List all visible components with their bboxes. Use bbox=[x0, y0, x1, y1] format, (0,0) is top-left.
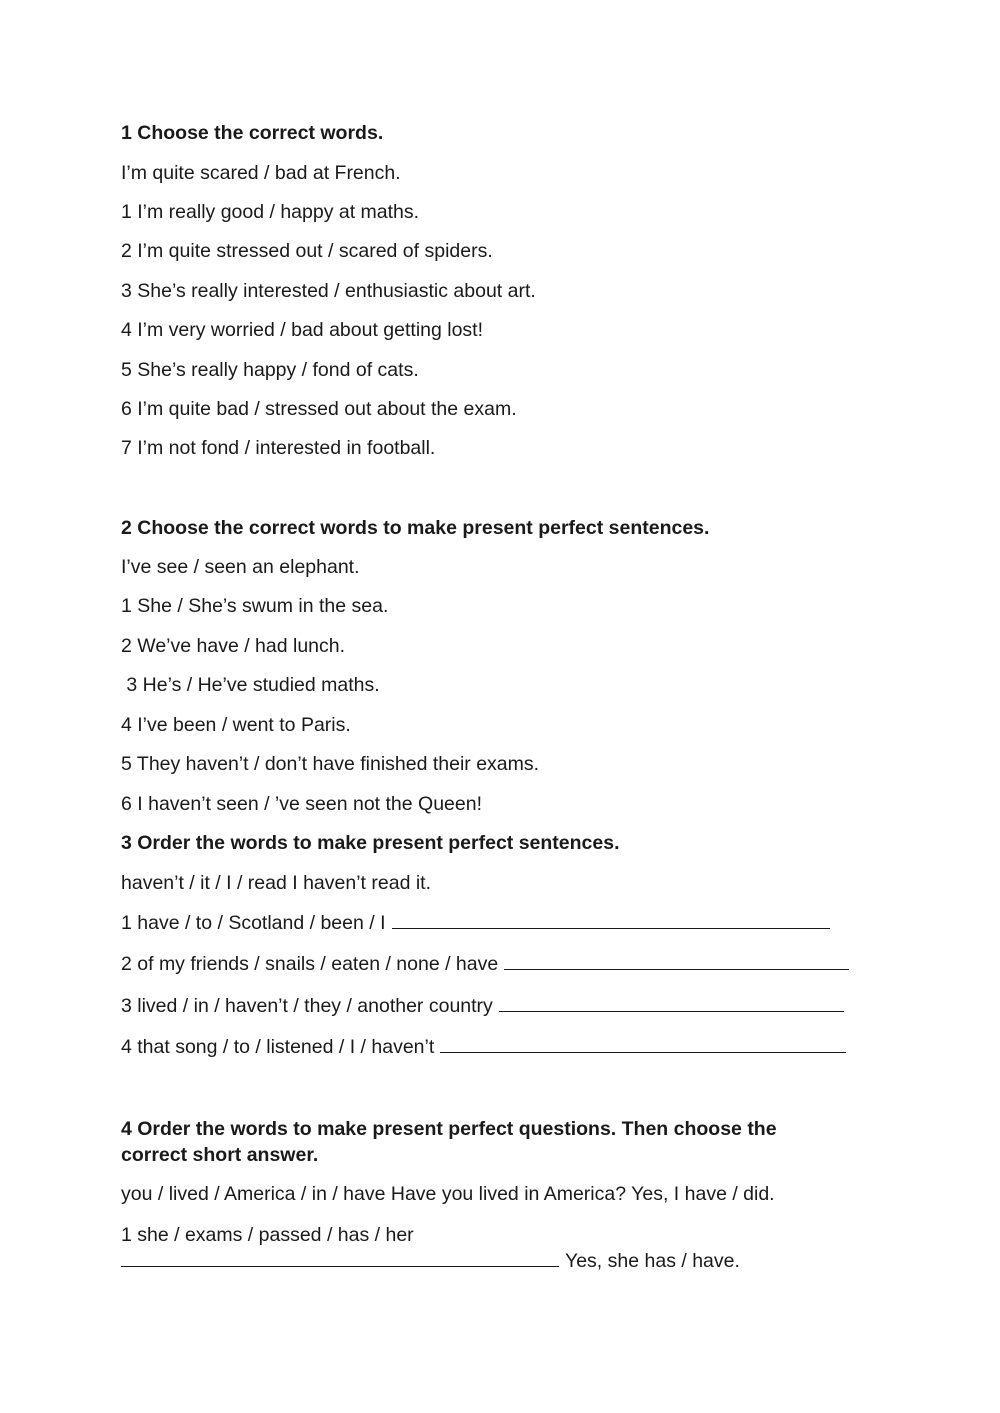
section4-example: you / lived / America / in / have Have you lived in America? Yes, I have / did. bbox=[121, 1183, 775, 1205]
section3-item bbox=[121, 1034, 846, 1060]
section3-item bbox=[121, 910, 830, 936]
section3-item bbox=[121, 951, 849, 977]
section1-item: 5 She’s really happy / fond of cats. bbox=[121, 359, 419, 381]
answer-blank[interactable] bbox=[392, 910, 830, 929]
section4-heading-continued: correct short answer. bbox=[121, 1144, 319, 1166]
section3-item-text: 2 of my friends / snails / eaten / none / have bbox=[121, 953, 499, 975]
section4-item-answer-line bbox=[121, 1248, 740, 1274]
section2-item: 4 I’ve been / went to Paris. bbox=[121, 714, 351, 736]
section2-item: 3 He’s / He’ve studied maths. bbox=[121, 674, 380, 696]
section2-item: 5 They haven’t / don’t have finished their exams. bbox=[121, 753, 540, 775]
section1-item: 3 She’s really interested / enthusiastic about art. bbox=[121, 280, 536, 302]
section1-item: 6 I’m quite bad / stressed out about the exam. bbox=[121, 398, 517, 420]
section2-heading: 2 Choose the correct words to make present perfect sentences. bbox=[121, 517, 710, 539]
section1-item: 1 I’m really good / happy at maths. bbox=[121, 201, 420, 223]
section1-item: 4 I’m very worried / bad about getting lost! bbox=[121, 319, 484, 341]
section1-example: I’m quite scared / bad at French. bbox=[121, 162, 401, 184]
answer-blank[interactable] bbox=[121, 1248, 559, 1267]
section3-item bbox=[121, 993, 844, 1019]
section4-item-prompt: 1 she / exams / passed / has / her bbox=[121, 1224, 414, 1246]
section1-item: 7 I’m not fond / interested in football. bbox=[121, 437, 436, 459]
section3-item-text: 1 have / to / Scotland / been / I bbox=[121, 912, 386, 934]
section2-item: 6 I haven’t seen / ’ve seen not the Queen! bbox=[121, 793, 482, 815]
section1-heading: 1 Choose the correct words. bbox=[121, 122, 384, 144]
section2-example: I’ve see / seen an elephant. bbox=[121, 556, 360, 578]
section3-item-text: 4 that song / to / listened / I / haven’t bbox=[121, 1036, 435, 1058]
section3-heading: 3 Order the words to make present perfect sentences. bbox=[121, 832, 620, 854]
section3-item-text: 3 lived / in / haven’t / they / another country bbox=[121, 995, 493, 1017]
answer-blank[interactable] bbox=[499, 993, 844, 1012]
answer-blank[interactable] bbox=[440, 1034, 846, 1053]
section1-item: 2 I’m quite stressed out / scared of spiders. bbox=[121, 240, 493, 262]
section2-item: 2 We’ve have / had lunch. bbox=[121, 635, 346, 657]
section2-item: 1 She / She’s swum in the sea. bbox=[121, 595, 389, 617]
answer-blank[interactable] bbox=[504, 951, 849, 970]
short-answer-choice[interactable]: Yes, she has / have. bbox=[565, 1250, 740, 1272]
section4-heading: 4 Order the words to make present perfect questions. Then choose the bbox=[121, 1118, 777, 1140]
section3-example: haven’t / it / I / read I haven’t read it. bbox=[121, 872, 432, 894]
